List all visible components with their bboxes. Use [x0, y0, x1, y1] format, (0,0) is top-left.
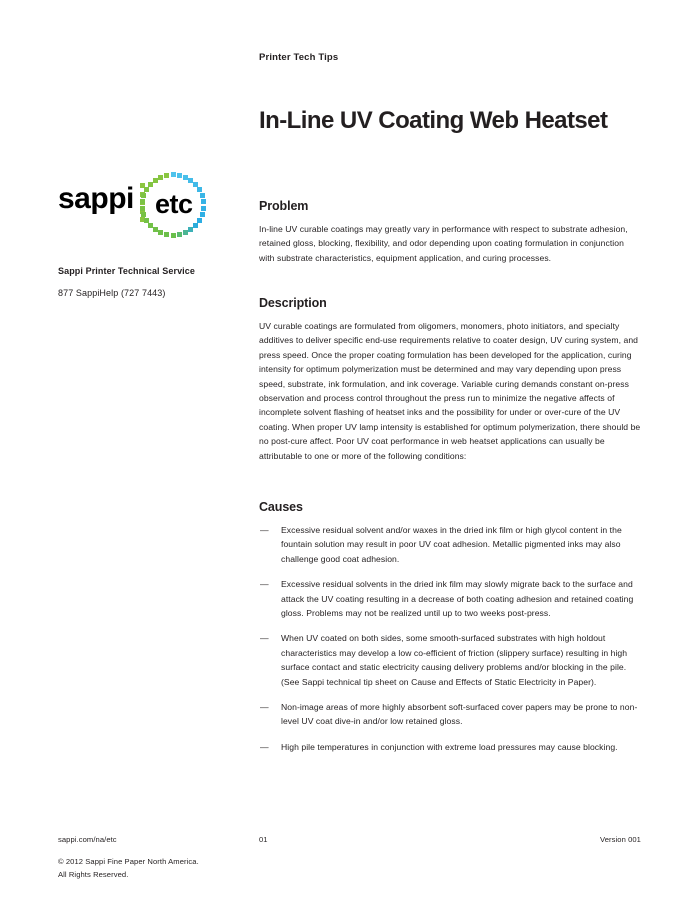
footer-row [58, 834, 641, 847]
list-item-text: High pile temperatures in conjunction with extreme load pressures may cause blocking. [281, 741, 618, 752]
section-heading-description: Description [259, 296, 327, 310]
list-item-text: Excessive residual solvent and/or waxes in the dried ink film or high glycol content in the fountain solution may result in poor UV coat adhesion. Metallic pigmented inks may also challenge good coat adhesion. [281, 525, 622, 564]
sappi-etc-logo [58, 168, 218, 242]
copyright-line-2: All Rights Reserved. [58, 869, 129, 879]
dash-bullet-icon: — [260, 633, 269, 644]
list-item [259, 700, 641, 729]
causes-list [259, 523, 641, 754]
section-description [259, 296, 641, 463]
dash-bullet-icon: — [260, 741, 269, 752]
section-problem [259, 199, 641, 265]
footer-page-number: 01 [259, 835, 268, 844]
footer-version: Version 001 [600, 835, 641, 844]
list-item [259, 631, 641, 689]
dash-bullet-icon: — [260, 579, 269, 590]
section-causes [259, 500, 641, 754]
list-item [259, 740, 641, 754]
contact-service-name: Sappi Printer Technical Service [58, 266, 195, 276]
list-item-text: Excessive residual solvents in the dried ink film may slowly migrate back to the surface and attack the UV coating resulting in a decrease of both coating adhesion and retained coating gloss. Problems may not be realized until up to two weeks post-press. [281, 579, 634, 619]
list-item-text: Non-image areas of more highly absorbent soft-surfaced cover papers may be prone to non-level UV coat dive-in and/or low retained gloss. [281, 702, 638, 727]
copyright-line-1: © 2012 Sappi Fine Paper North America. [58, 857, 199, 866]
footer-website-url[interactable]: sappi.com/na/etc [58, 835, 117, 844]
dash-bullet-icon: — [260, 702, 269, 713]
list-item [259, 523, 641, 566]
brand-column [58, 168, 238, 298]
section-heading-causes: Causes [259, 500, 303, 514]
copyright-block [58, 856, 199, 881]
section-body-problem: In-line UV curable coatings may greatly vary in performance with respect to substrate adhesion, retained gloss, blocking, flexibility, and odor depending upon coating formulation in conjunction with substrate characteristics, equipment application, and curing processes. [259, 224, 628, 263]
dash-bullet-icon: — [260, 525, 269, 535]
document-eyebrow: Printer Tech Tips [259, 52, 339, 63]
logo-etc-word: etc [155, 189, 193, 219]
section-body-description: UV curable coatings are formulated from oligomers, monomers, photo initiators, and specialty additives to deliver specific end-use requirements relative to coater design, UV curing system, and press speed. Once the proper coating formulation has been developed for the application, curing intensity for optimum polymerization must be determined and may vary depending upon press speed, substrate, ink formulation, and ink coverage. Variable curing demands constant on-press observation and process control throughout the press run to minimize the negative affects of incomplete solvent flashing of heatset inks and the possibility for under or over-cure of the UV coating. When proper UV lamp intensity is established for optimum polymerization, there should be no post-cure affect. Poor UV coat performance in web heatset applications can usually be attributable to one or more of the following conditions: [259, 321, 641, 461]
contact-phone-number: 877 SappiHelp (727 7443) [58, 288, 166, 298]
page-footer [58, 834, 641, 847]
logo-wordmark: sappi [58, 182, 134, 215]
page-title: In-Line UV Coating Web Heatset [259, 107, 608, 135]
section-heading-problem: Problem [259, 199, 309, 213]
list-item-text: When UV coated on both sides, some smooth-surfaced substrates with high holdout characteristics may develop a low co-efficient of friction (slippery surface) resulting in high surface contact and static electricity causing delivery problems and/or blocking in the pile. (See Sappi technical tip sheet on Cause and Effects of Static Electricity in Paper). [281, 633, 628, 687]
list-item [259, 577, 641, 620]
